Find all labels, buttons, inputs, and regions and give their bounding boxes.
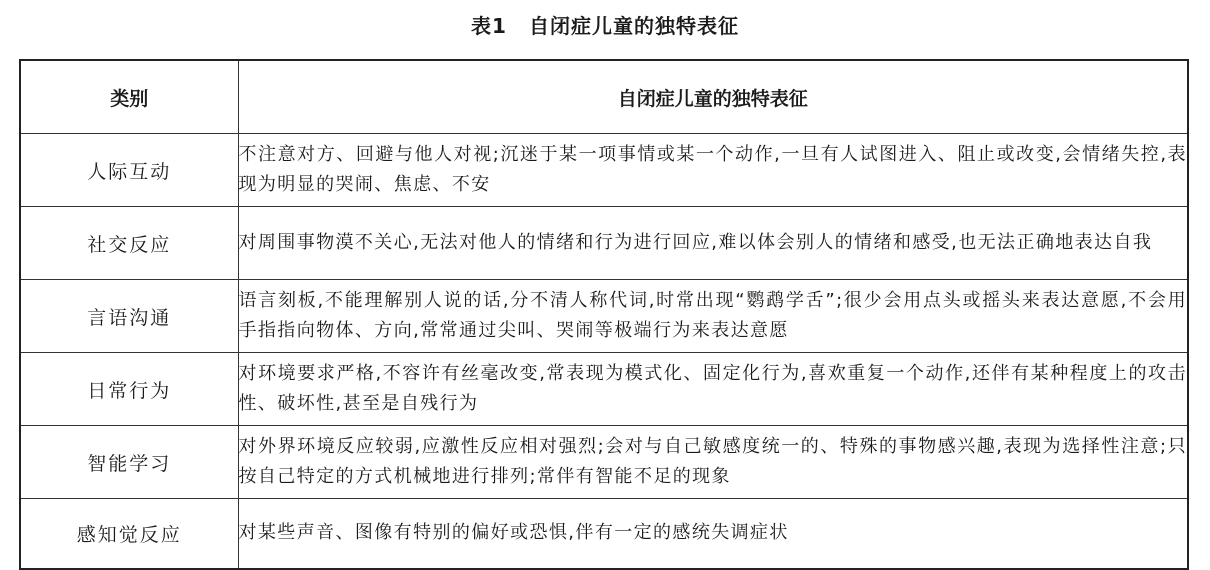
table-row (20, 499, 1188, 569)
category-cell: 言语沟通 (20, 280, 238, 353)
column-header-feature: 自闭症儿童的独特表征 (238, 60, 1188, 134)
features-table (19, 59, 1189, 570)
table-number: 表1 (471, 14, 507, 38)
feature-cell: 对环境要求严格,不容许有丝毫改变,常表现为模式化、固定化行为,喜欢重复一个动作,还伴有某种程度上的攻击性、破坏性,甚至是自残行为 (238, 353, 1188, 426)
category-cell: 感知觉反应 (20, 499, 238, 569)
column-header-category: 类别 (20, 60, 238, 134)
category-cell: 社交反应 (20, 207, 238, 280)
feature-cell: 语言刻板,不能理解别人说的话,分不清人称代词,时常出现“鹦鹉学舌”;很少会用点头或摇头来表达意愿,不会用手指指向物体、方向,常常通过尖叫、哭闹等极端行为来表达意愿 (238, 280, 1188, 353)
table-row (20, 426, 1188, 499)
category-cell: 人际互动 (20, 134, 238, 207)
table-row (20, 280, 1188, 353)
table-header-row (20, 60, 1188, 134)
feature-cell: 对周围事物漠不关心,无法对他人的情绪和行为进行回应,难以体会别人的情绪和感受,也无法正确地表达自我 (238, 207, 1188, 280)
feature-cell: 对某些声音、图像有特别的偏好或恐惧,伴有一定的感统失调症状 (238, 499, 1188, 569)
category-cell: 智能学习 (20, 426, 238, 499)
feature-cell: 对外界环境反应较弱,应激性反应相对强烈;会对与自己敏感度统一的、特殊的事物感兴趣,表现为选择性注意;只按自己特定的方式机械地进行排列;常伴有智能不足的现象 (238, 426, 1188, 499)
feature-cell: 不注意对方、回避与他人对视;沉迷于某一项事情或某一个动作,一旦有人试图进入、阻止或改变,会情绪失控,表现为明显的哭闹、焦虑、不安 (238, 134, 1188, 207)
category-cell: 日常行为 (20, 353, 238, 426)
table-row (20, 134, 1188, 207)
table-caption (0, 10, 1210, 39)
table-row (20, 207, 1188, 280)
table-title: 自闭症儿童的独特表征 (528, 14, 739, 38)
table-row (20, 353, 1188, 426)
